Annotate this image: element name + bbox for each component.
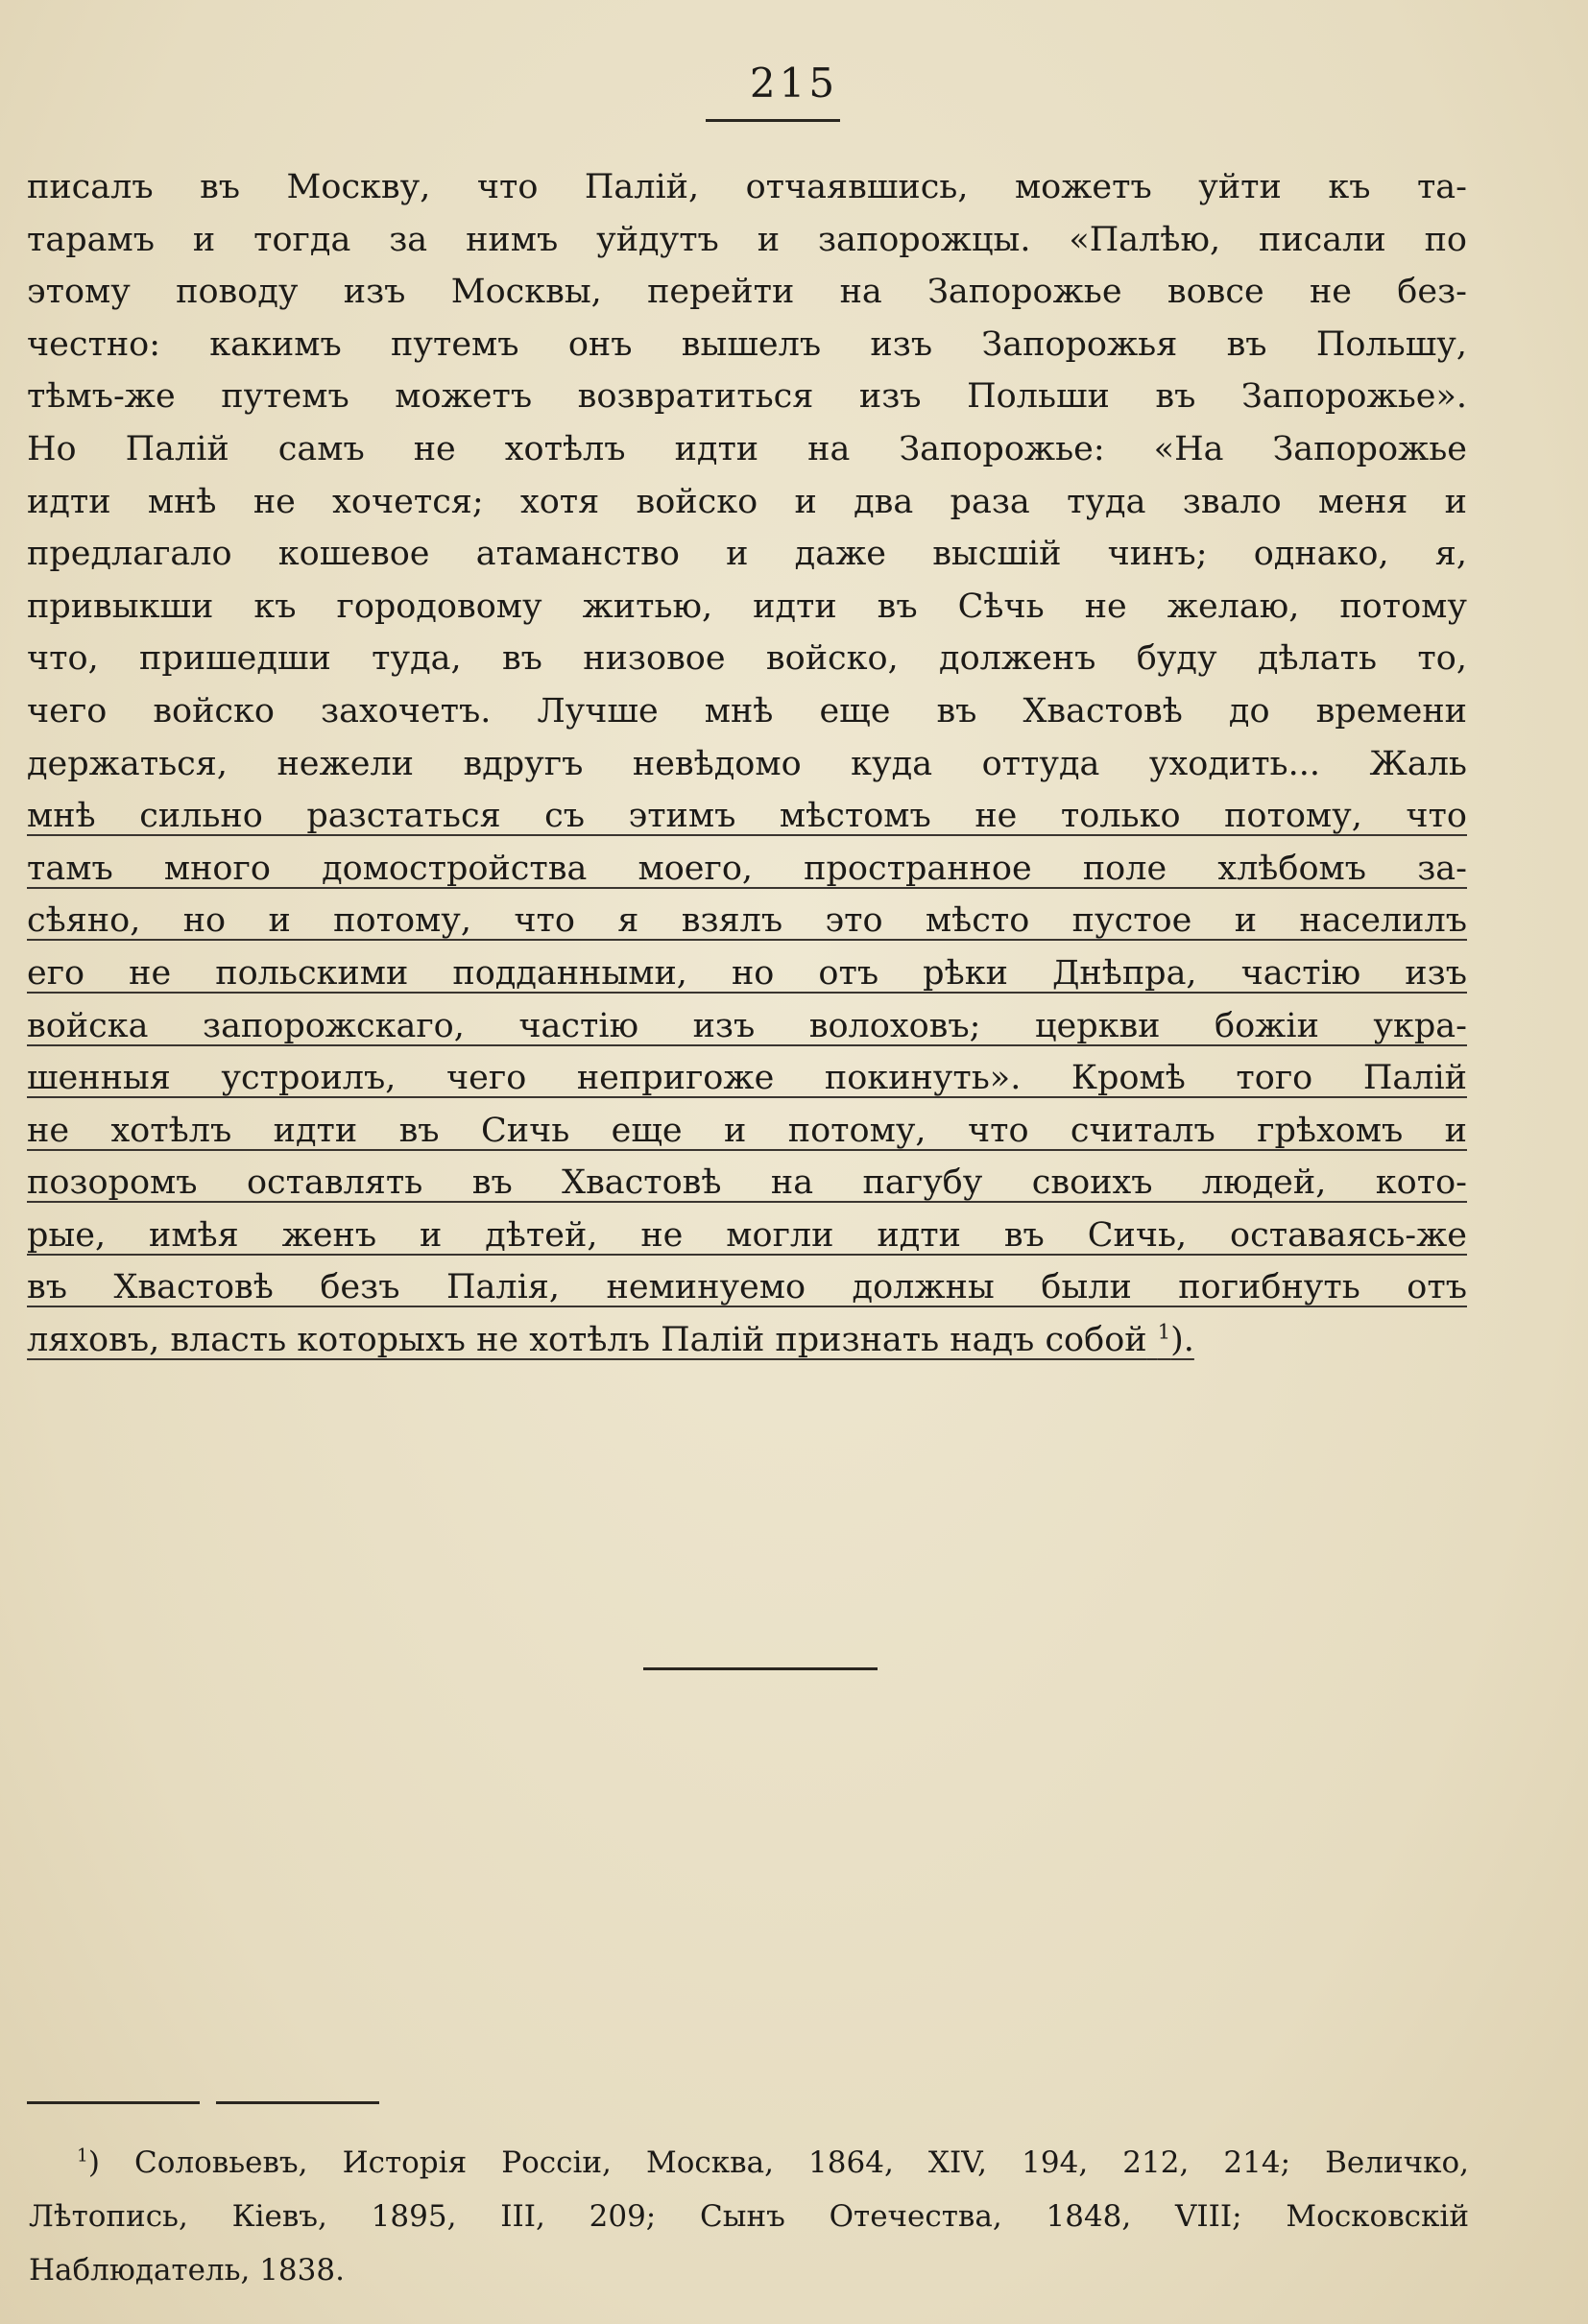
text-line-last — [27, 1314, 1467, 1367]
page-number: 215 — [749, 60, 839, 107]
text-line: держаться, нежели вдругъ невѣдомо куда оттуда уходить... Жаль — [27, 744, 1467, 783]
text-line-content: ляховъ, власть которыхъ не хотѣлъ Палій признать надъ собой — [27, 1321, 1147, 1360]
text-line: Но Палій самъ не хотѣлъ идти на Запорожье: «На Запорожье — [27, 429, 1467, 468]
text-line: писалъ въ Москву, что Палій, отчаявшись, можетъ уйти къ та- — [27, 168, 1467, 206]
text-line: войска запорожскаго, частію изъ волоховъ; церкви божіи укра- — [27, 1006, 1467, 1045]
footnote-line: Лѣтопись, Кіевъ, 1895, III, 209; Сынъ Отечества, 1848, VIII; Московскій — [29, 2199, 1469, 2234]
text-line: этому поводу изъ Москвы, перейти на Запорожье вовсе не без- — [27, 273, 1467, 312]
text-line: сѣяно, но и потому, что я взялъ это мѣсто пустое и населилъ — [27, 901, 1467, 941]
footnote-line-text: ) Соловьевъ, Исторія Россіи, Москва, 1864, XIV, 194, 212, 214; Величко, — [87, 2145, 1469, 2180]
text-line: мнѣ сильно разстаться съ этимъ мѣстомъ не только потому, что — [27, 797, 1467, 836]
footnote-separator-left — [27, 2101, 200, 2104]
text-line: идти мнѣ не хочется; хотя войско и два раза туда звало меня и — [27, 482, 1467, 521]
footnote-marker: 1 — [77, 2145, 88, 2167]
footnote-block — [29, 2136, 1469, 2297]
footnote-line — [29, 2136, 1469, 2190]
text-line: предлагало кошевое атаманство и даже высшій чинъ; однако, я, — [27, 535, 1467, 574]
text-line: тѣмъ-же путемъ можетъ возвратиться изъ Польши въ Запорожье». — [27, 377, 1467, 417]
page-number-rule — [706, 119, 840, 122]
footnote-ref-marker[interactable]: 1 — [1157, 1320, 1171, 1344]
text-line: привыкши къ городовому житью, идти въ Сѣчь не желаю, потому — [27, 587, 1467, 626]
body-text — [27, 161, 1467, 1367]
text-line: тарамъ и тогда за нимъ уйдутъ и запорожцы. «Палѣю, писали по — [27, 220, 1467, 259]
text-line: не хотѣлъ идти въ Сичь еще и потому, что считалъ грѣхомъ и — [27, 1111, 1467, 1150]
text-line: въ Хвастовѣ безъ Палія, неминуемо должны были погибнуть отъ — [27, 1268, 1467, 1307]
text-line: что, пришедши туда, въ низовое войско, долженъ буду дѣлать то, — [27, 639, 1467, 679]
text-line: честно: какимъ путемъ онъ вышелъ изъ Запорожья въ Польшу, — [27, 324, 1467, 364]
text-line: чего войско захочетъ. Лучше мнѣ еще въ Хвастовѣ до времени — [27, 691, 1467, 731]
text-line: рые, имѣя женъ и дѣтей, не могли идти въ Сичь, оставаясь-же — [27, 1215, 1467, 1255]
footnote-line: Наблюдатель, 1838. — [29, 2253, 345, 2288]
text-line: шенныя устроилъ, чего непригоже покинуть». Кромѣ того Палій — [27, 1059, 1467, 1098]
text-line: позоромъ оставлять въ Хвастовѣ на пагубу своихъ людей, кото- — [27, 1163, 1467, 1203]
text-line: тамъ много домостройства моего, пространное поле хлѣбомъ за- — [27, 849, 1467, 888]
footnote-ref-close: ). — [1170, 1321, 1194, 1360]
text-line: его не польскими подданными, но отъ рѣки Днѣпра, частію изъ — [27, 953, 1467, 993]
footnote-separator-right — [216, 2101, 379, 2104]
section-divider — [643, 1667, 878, 1670]
